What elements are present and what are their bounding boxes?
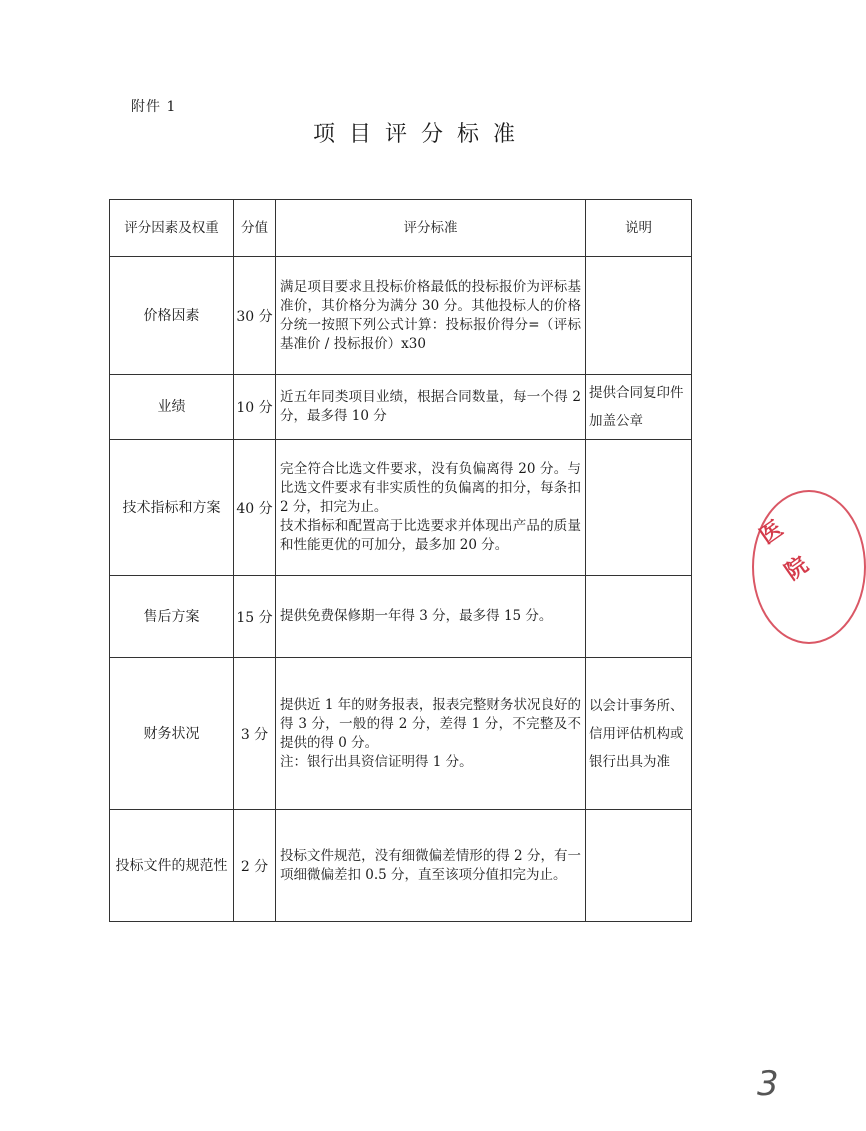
header-factor: 评分因素及权重 — [110, 200, 234, 257]
table-row — [110, 658, 692, 810]
official-seal-text: 医院 — [754, 515, 814, 586]
row-criteria — [276, 440, 586, 576]
row-factor: 技术指标和方案 — [110, 440, 234, 576]
header-criteria: 评分标准 — [276, 200, 586, 257]
table-header-row — [110, 200, 692, 257]
row-note: 以会计事务所、信用评估机构或银行出具为准 — [586, 658, 692, 810]
row-points: 15 分 — [234, 576, 276, 658]
table-row — [110, 375, 692, 440]
row-note — [586, 576, 692, 658]
row-factor: 投标文件的规范性 — [110, 810, 234, 922]
table-row — [110, 440, 692, 576]
header-note: 说明 — [586, 200, 692, 257]
row-points: 40 分 — [234, 440, 276, 576]
row-note: 提供合同复印件加盖公章 — [586, 375, 692, 440]
row-criteria — [276, 257, 586, 375]
row-points: 3 分 — [234, 658, 276, 810]
row-factor: 财务状况 — [110, 658, 234, 810]
criteria-text: 投标文件规范，没有细微偏差情形的得 2 分，有一项细微偏差扣 0.5 分，直至该项分值扣完为止。 — [280, 847, 581, 883]
row-criteria — [276, 576, 586, 658]
criteria-text: 提供免费保修期一年得 3 分，最多得 15 分。 — [280, 608, 553, 624]
row-criteria — [276, 375, 586, 440]
row-note — [586, 440, 692, 576]
row-factor: 价格因素 — [110, 257, 234, 375]
row-criteria — [276, 658, 586, 810]
row-points: 10 分 — [234, 375, 276, 440]
page-title: 项目评分标准 — [312, 122, 529, 147]
table-row — [110, 810, 692, 922]
table-row — [110, 576, 692, 658]
row-note — [586, 257, 692, 375]
criteria-text: 技术指标和配置高于比选要求并体现出产品的质量和性能更优的可加分，最多加 20 分。 — [280, 518, 581, 553]
page-number: 3 — [757, 1064, 779, 1104]
criteria-text: 提供近 1 年的财务报表，报表完整财务状况良好的得 3 分，一般的得 2 分，差得 1 分，不完整及不提供的得 0 分。 — [280, 696, 581, 751]
table-row — [110, 257, 692, 375]
row-points: 30 分 — [234, 257, 276, 375]
criteria-text: 完全符合比选文件要求，没有负偏离得 20 分。与比选文件要求有非实质性的负偏离的扣分，每条扣 2 分，扣完为止。 — [280, 461, 581, 515]
criteria-text: 注：银行出具资信证明得 1 分。 — [280, 753, 473, 770]
row-note — [586, 810, 692, 922]
criteria-text: 近五年同类项目业绩，根据合同数量，每一个得 2 分，最多得 10 分 — [280, 389, 581, 424]
row-factor: 售后方案 — [110, 576, 234, 658]
attachment-label: 附件 1 — [131, 99, 177, 115]
row-criteria — [276, 810, 586, 922]
criteria-text: 满足项目要求且投标价格最低的投标报价为评标基准价，其价格分为满分 30 分。其他投标人的价格分统一按照下列公式计算：投标报价得分=（评标基准价 / 投标报价）x30 — [280, 278, 581, 352]
scoring-table — [109, 199, 692, 922]
header-points: 分值 — [234, 200, 276, 257]
row-factor: 业绩 — [110, 375, 234, 440]
row-points: 2 分 — [234, 810, 276, 922]
